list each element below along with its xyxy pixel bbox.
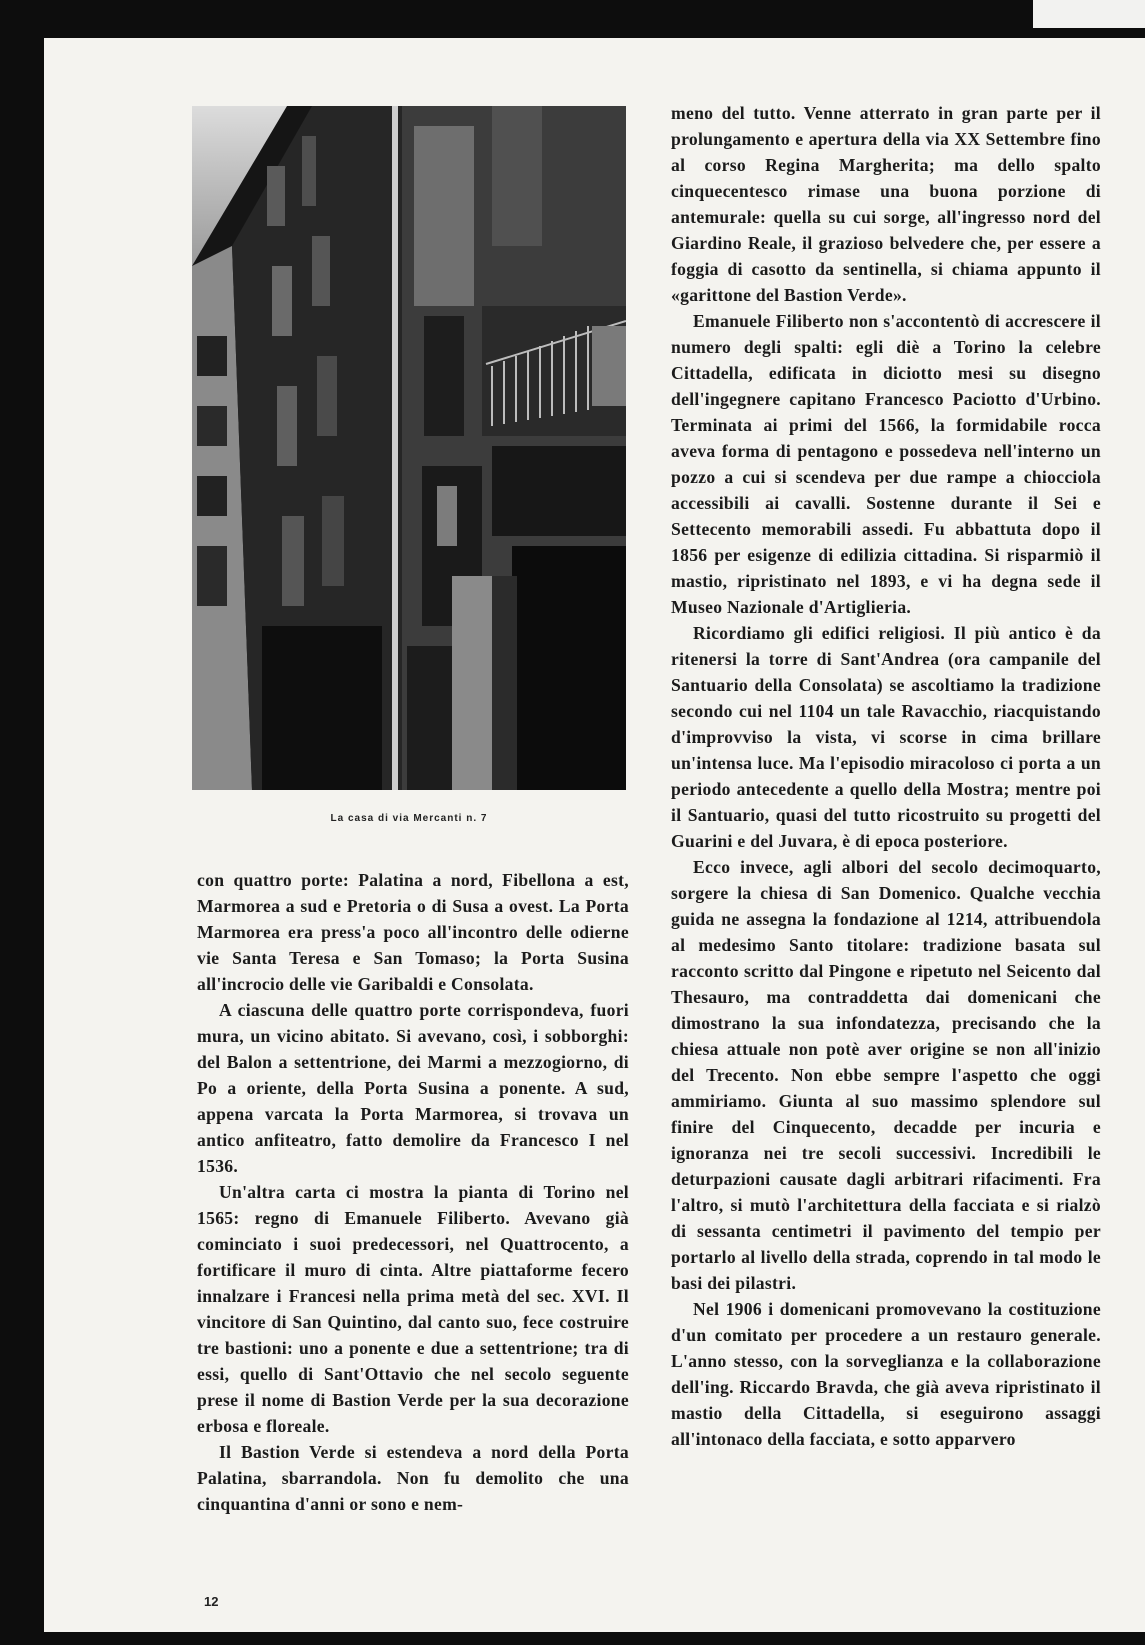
page-number: 12 bbox=[204, 1594, 219, 1609]
paragraph: A ciascuna delle quattro porte corrispondeva, fuori mura, un vicino abitato. Si avevano, così, i sobborghi: del Balon a settentrione, dei Marmi a mezzogiorno, di Po a oriente, della Porta Susina a ponente. A sud, appena varcata la Porta Marmorea, si trovava un antico anfiteatro, fatto demolire da Francesco I nel 1536. bbox=[197, 1000, 629, 1176]
paragraph: meno del tutto. Venne atterrato in gran parte per il prolungamento e apertura della via XX Settembre fino al corso Regina Margherita; ma dello spalto cinquecentesco rimase una buona porzione di antemurale: quella su cui sorge, all'ingresso nord del Giardino Reale, il grazioso belvedere che, per essere a foggia di casotto da sentinella, si chiama appunto il «garittone del Bastion Verde». bbox=[671, 103, 1101, 305]
building-facade-image bbox=[192, 106, 626, 790]
paragraph: Ricordiamo gli edifici religiosi. Il più antico è da ritenersi la torre di Sant'Andrea (ora campanile del Santuario della Consolata) se ascoltiamo la tradizione secondo cui nel 1104 un tale Ravacchio, riacquistando d'improvviso la vista, vi scorse in cima brillare un'intensa luce. Ma l'episodio miracoloso ci porta a un periodo antecedente a quello della Mostra; mentre poi il Santuario, quasi del tutto ricostruito su progetti del Guarini e del Juvara, è di epoca posteriore. bbox=[671, 623, 1101, 851]
street-photo bbox=[192, 106, 626, 790]
figure-caption: La casa di via Mercanti n. 7 bbox=[330, 813, 488, 824]
paragraph: Un'altra carta ci mostra la pianta di Torino nel 1565: regno di Emanuele Filiberto. Avevano già cominciato i suoi predecessori, nel Quattrocento, a fortificare il muro di cinta. Altre piattaforme fecero innalzare i Francesi nella prima metà del sec. XVI. Il vincitore di San Quintino, dal canto suo, fece costruire tre bastioni: uno a ponente e due a settentrione; tra di essi, quello di Sant'Ottavio che nel secolo seguente prese il nome di Bastion Verde per la sua decorazione erbosa e floreale. bbox=[197, 1182, 629, 1436]
paragraph: Emanuele Filiberto non s'accontentò di accrescere il numero degli spalti: egli diè a Torino la celebre Cittadella, edificata in diciotto mesi su disegno dell'ingegnere capitano Francesco Paciotto d'Urbino. Terminata ai primi del 1566, la formidabile rocca aveva forma di pentagono e possedeva nell'interno un pozzo a cui si scendeva per due rampe a chiocciola accessibili ai cavalli. Sostenne durante il Sei e Settecento memorabili assedi. Fu abbattuta dopo il 1856 per esigenze di edilizia cittadina. Si risparmiò il mastio, ripristinato nel 1893, e vi ha degna sede il Museo Nazionale d'Artiglieria. bbox=[671, 311, 1101, 617]
paragraph: Nel 1906 i domenicani promovevano la costituzione d'un comitato per procedere a un restauro generale. L'anno stesso, con la sorveglianza e la collaborazione dell'ing. Riccardo Bravda, che già aveva ripristinato il mastio della Cittadella, si eseguirono assaggi all'intonaco della facciata, e sotto apparvero bbox=[671, 1299, 1101, 1449]
paragraph: con quattro porte: Palatina a nord, Fibellona a est, Marmorea a sud e Pretoria o di Susa a ovest. La Porta Marmorea era press'a poco all'incontro delle odierne vie Santa Teresa e San Tomaso; la Porta Susina all'incrocio delle vie Garibaldi e Consolata. bbox=[197, 870, 629, 994]
left-text-column bbox=[197, 867, 629, 1517]
right-text-column bbox=[671, 100, 1101, 1452]
paragraph: Il Bastion Verde si estendeva a nord della Porta Palatina, sbarrandola. Non fu demolito che una cinquantina d'anni or sono e nem- bbox=[197, 1442, 629, 1514]
page-corner bbox=[1033, 0, 1145, 28]
paragraph: Ecco invece, agli albori del secolo decimoquarto, sorgere la chiesa di San Domenico. Qualche vecchia guida ne assegna la fondazione al 1214, attribuendola al medesimo Santo titolare: tradizione basata sul racconto scritto dal Pingone e ripetuto nel Seicento dal Thesauro, ma contraddetta dai domenicani che dimostrano la sua infondatezza, precisando che la chiesa attuale non potè aver origine se non all'inizio del Trecento. Non ebbe sempre l'aspetto che oggi ammiriamo. Giunta al suo massimo splendore sul finire del Cinquecento, decadde per incuria e ignoranza nei tre secoli successivi. Incredibili le deturpazioni causate dagli arbitrari rifacimenti. Fra l'altro, si mutò l'architettura della facciata e si rialzò di sessanta centimetri il pavimento del tempio per portarlo al livello della strada, coprendo in tal modo le basi dei pilastri. bbox=[671, 857, 1101, 1293]
